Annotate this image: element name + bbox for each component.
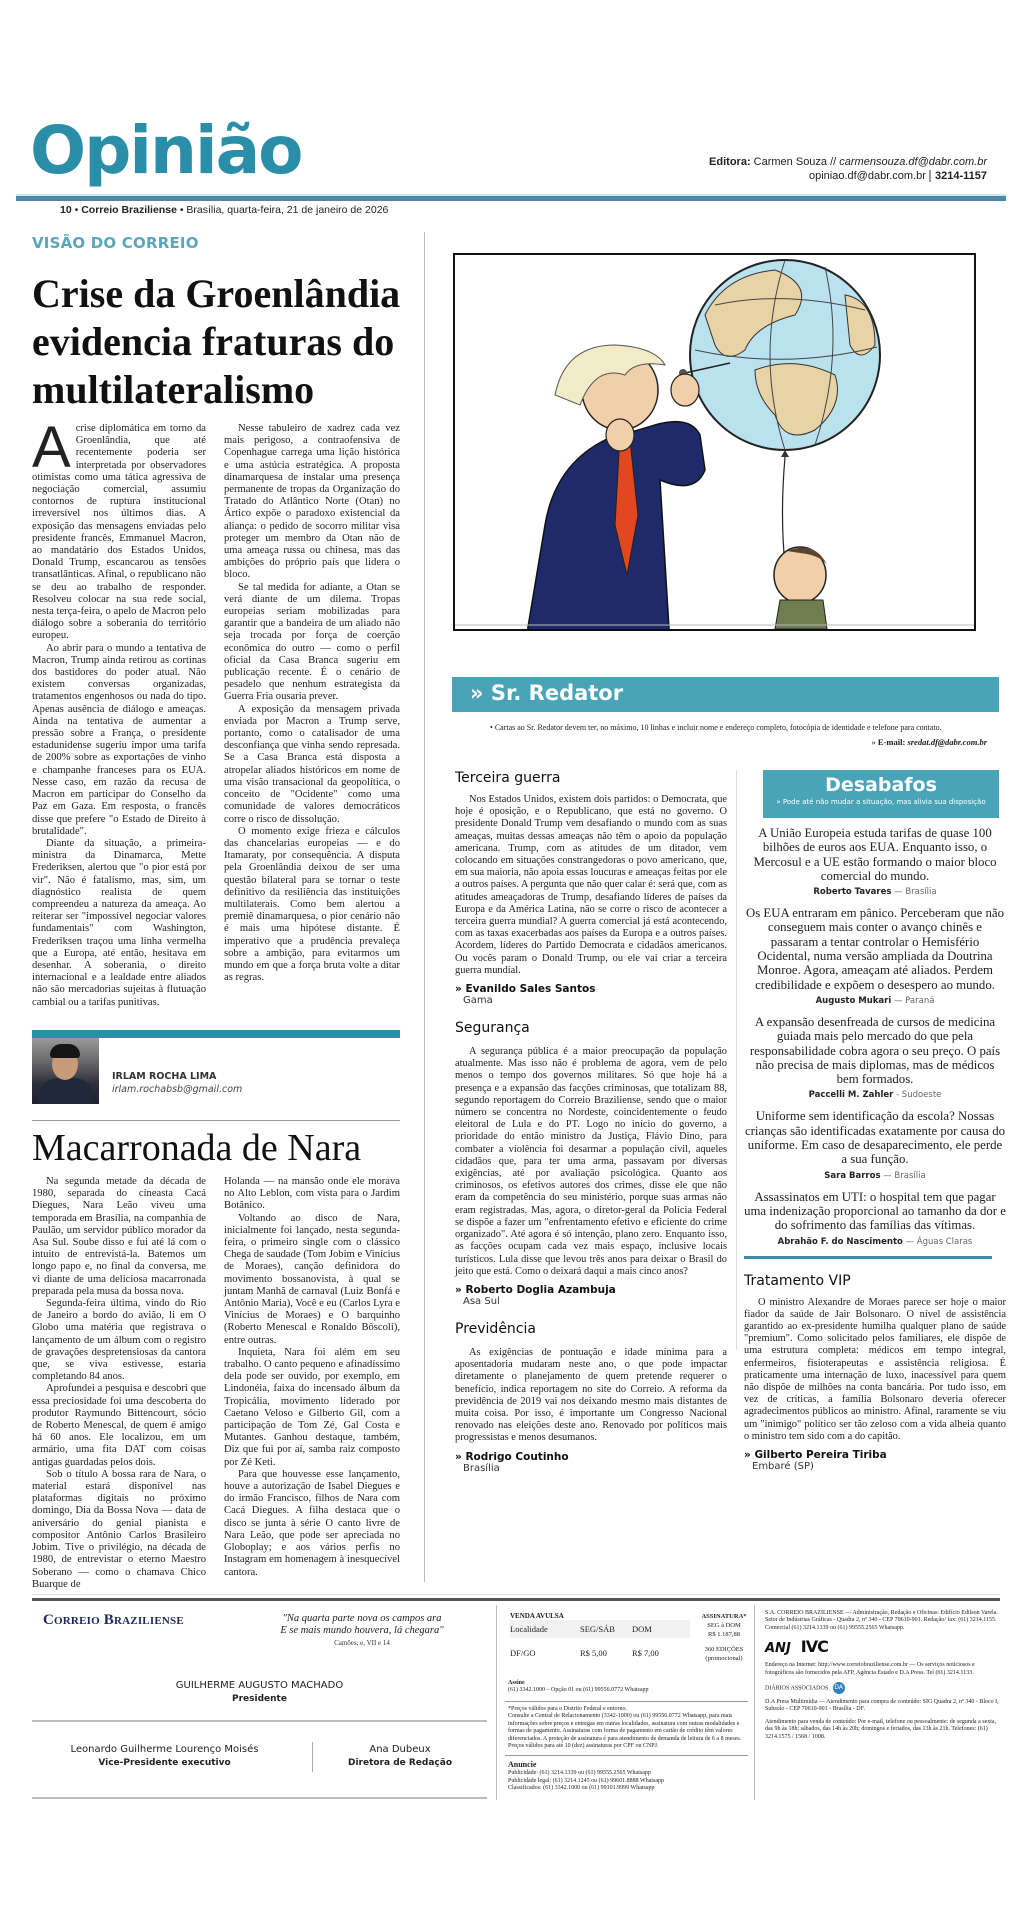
letter-author: » Rodrigo Coutinho: [455, 1450, 569, 1463]
association-logos: [765, 1637, 1005, 1657]
column-paragraph: Na segunda metade da década de 1980, separada do cineasta Cacá Diegues, Nara Leão viveu uma temporada em Brasília, na companhia de Paulão, um servidor público morador da Asa Sul. Soube disso e fui até lá com o intuito de entrevistá-la. Batemos um longo papo e, no final da conversa, me vi diante de uma deliciosa macarronada preparada pela musa da bossa nova.: [32, 1176, 206, 1297]
advertise-line: Publicidade: (61) 3214.1339 ou (61) 99555.2565 Whatsapp: [508, 1770, 651, 1777]
director-title: Diretora de Redação: [347, 1758, 453, 1768]
editorial-paragraph: Ao abrir para o mundo a tentativa de Macron, Trump ainda retirou as cortinas dos bastidores do poder atual. Não existem conversas organizadas, tratamentos engenhosos ou nada do tipo. Apenas ausência de diálogo e ameaças. Ainda na tentativa de aumentar a pressão sobre a França, o presidente estadunidense sugeriu impor uma tarifa de 200% sobre as exportações de vinho e champanhe franceses para os EUA. Nesse caso, em razão da recusa de Macron em participar do Conselho da Paz em Gaza. Em resposta, o francês disse que prefere "o Estado de Direito à brutalidade".: [32, 642, 206, 837]
advertise-line: Classificados: (61) 3342.1000 ou (61) 99101.9999 Whatsapp: [508, 1785, 655, 1792]
letter-author: » Gilberto Pereira Tiriba: [744, 1448, 887, 1461]
advertise-info: [508, 1761, 748, 1793]
advertise-title: Anuncie: [508, 1760, 537, 1769]
column-paragraph: Holanda — na mansão onde ele morava no Alto Leblon, com vista para o Jardim Botânico.: [224, 1176, 400, 1212]
price-cell: R$ 7,00: [632, 1648, 659, 1658]
desabafo-item: [744, 906, 1006, 1006]
letter-title: Segurança: [455, 1020, 530, 1037]
column-paragraph: Sob o título A bossa rara de Nara, o material estará disponível nas plataformas digitais no próximo domingo, Dia da Bossa Nova — data de aniversário do genial pianista e compositor Antônio Carlos Brasileiro Jobim. Tive o privilégio, na década de 1980, de entrevistar o eterno Maestro Soberano — como o chamava Chico Buarque de: [32, 1468, 206, 1590]
globe-balloon-icon: [690, 260, 880, 565]
price-cell: DF/GO: [510, 1648, 536, 1658]
vp-title: Vice-Presidente executivo: [98, 1758, 231, 1768]
letter-author: » Evanildo Sales Santos: [455, 983, 596, 996]
ivc-logo: IVC: [800, 1637, 828, 1657]
letters-column: [455, 770, 727, 1488]
footer-divider: [754, 1605, 755, 1800]
prices-note-title: *Preços válidos para o Distrito Federal e entorno.: [508, 1706, 627, 1712]
footer-divider: [496, 1605, 497, 1800]
folio-line: 10 • Correio Braziliense • Brasília, quarta-feira, 21 de janeiro de 2026: [60, 204, 389, 216]
editorial-paragraph: O momento exige frieza e cálculos das chancelarias europeias — e do Itamaraty, por consequência. A disputa pela Groenlândia deixou de ser uma questão bilateral para se tornar o teste definitivo da resiliência das instituições multilaterais. Como bem alertou a premiê dinamarquesa, o pior cenário não é mais uma hipótese distante. É imperativo que a prudência prevaleça sobre a ambição, para evitarmos um mundo em que a força bruta volte a ditar as regras.: [224, 825, 400, 984]
letter-location: Brasília: [463, 1462, 500, 1474]
column-paragraph: Para que houvesse esse lançamento, houve a autorização de Isabel Diegues e do irmão Francisco, filhos de Nara com Cacá Diegues. A filha destaca que o disco se junta à série O canto livre de Nara Leão, que pode ser apreciada no Globoplay; e aos vários perfis no Instagram em homenagem à inesquecível cantora.: [224, 1468, 400, 1578]
desabafo-signature: Sara Barros — Brasília: [824, 1170, 926, 1181]
column-divider: [424, 232, 425, 1582]
footer-right-column: [765, 1610, 1005, 1746]
da-logo-icon: DA: [833, 1682, 845, 1694]
editorial-column-1: [32, 415, 206, 1009]
footer-divider: [505, 1701, 748, 1702]
letter-title: Terceira guerra: [455, 770, 561, 786]
letter-body: As exigências de pontuação e idade mínima para a aposentadoria mudaram neste ano, o que pode impactar diretamente o planejamento de quem pretende requerer o benefício, indica reportagem no site do Correio. A reforma da previdência de 2019 vai nos deixando mesmo mais distantes de muita coisa. Por isso, é importante um Congresso Nacional renovado nas eleições deste ano. Renovado por políticos mais progressistas e menos desumanos.: [455, 1346, 727, 1444]
desabafos-list: [744, 826, 1006, 1472]
editorial-paragraph: Diante da situação, a primeira-ministra da Dinamarca, Mette Frederiksen, alertou que "o pior está por vir". Não é fatalismo, mas, sim, um diagnóstico realista de quem compreendeu a natureza da ameaça. Ao reiterar ser "impossível negociar valores fundamentais" com Washington, Frederiksen traçou uma linha vermelha que a Europa, até então, hesitava em desenhar. A soberania, o direito internacional e a lealdade entre aliados não são mercadorias sujeitas à flutuação cambial ou a tarifas punitivas.: [32, 837, 206, 1008]
editor-email[interactable]: carmensouza.df@dabr.com.br: [839, 156, 987, 168]
footer-divider: [505, 1755, 748, 1756]
desabafo-item: [744, 1015, 1006, 1100]
column-paragraph: Inquieta, Nara foi além em seu trabalho. O canto pequeno e afinadíssimo dela pode ser ouvido, por exemplo, em Lindonéia, faixa do incensado álbum da Tropicália, movimento liderado por Caetano Veloso e Gilberto Gil, com a participação de Tom Zé, Gal Costa e Mutantes. Ganhou destaque, também, Diz que fui por aí, samba raiz composto por Zé Keti.: [224, 1346, 400, 1468]
footer-divider: [32, 1797, 487, 1799]
letter: [455, 1020, 727, 1307]
letter-title: Previdência: [455, 1320, 536, 1337]
subscription-payment: (promocional): [705, 1655, 743, 1662]
subscribe-info: [508, 1680, 748, 1695]
footer-quote-line: E se mais mundo houvera, lá chegara": [280, 1625, 444, 1636]
subscription-price: R$ 1.187,88: [708, 1631, 740, 1638]
subscription-period: SEG à DOM: [707, 1622, 741, 1629]
editorial-paragraph: Se tal medida for adiante, a Otan se verá diante de um dilema. Tropas europeias seriam mobilizadas para garantir que a bandeira de um aliado não seja trocada por força de coerção econômica do outro — como o perfil oficial da Casa Branca sugeriu em publicação recente. É o cenário de pesadelo que nenhum estrategista da Guerra Fria ousaria prever.: [224, 581, 400, 703]
section-email[interactable]: opiniao.df@dabr.com.br: [808, 170, 926, 182]
anj-logo: ANJ: [765, 1641, 791, 1657]
editor-label: Editora:: [709, 156, 751, 168]
footer-rule-light: [32, 1594, 1000, 1595]
prices-note: [508, 1706, 748, 1750]
desabafo-signature: Augusto Mukari — Paraná: [815, 995, 935, 1006]
columnist-email[interactable]: irlam.rochabsb@gmail.com: [112, 1084, 243, 1095]
desabafo-text: Assassinatos em UTI: o hospital tem que pagar uma indenização proporcional ao tamanho da dor e do sofrimento das famílias das vítimas.: [744, 1189, 1006, 1233]
letter-location: Asa Sul: [463, 1295, 500, 1307]
president-name: GUILHERME AUGUSTO MACHADO: [175, 1680, 344, 1691]
columnist-name: IRLAM ROCHA LIMA: [112, 1071, 217, 1082]
diarios-associados: [765, 1682, 1005, 1694]
editorial-lead-text: crise diplomática em torno da Groenlândia, que até recentemente poderia ser interpretada por observadores otimistas como uma tática agressiva de negociação comercial, assumiu contornos de ruptura institucional irreversível nos últimos dias. A exposição das mensagens enviadas pelo presidente francês, Emmanuel Macron, ao mandatário dos Estados Unidos, Donald Trump, escancarou as tensões transatlânticas. Afinal, o republicano não se deu ao trabalho de responder. Resolveu colocar na sua rede social, nesta terça-feira, o apelo de Macron pelo diálogo sobre a soberania do território europeu.: [32, 423, 206, 642]
footer-rule: [32, 1598, 1000, 1601]
letters-email-link[interactable]: sredat.df@dabr.com.br: [907, 737, 987, 747]
editorial-paragraph: Nesse tabuleiro de xadrez cada vez mais perigoso, a contraofensiva de Copenhague carrega uma lição histórica e uma astúcia estratégica. A proposta dinamarquesa de instalar uma presença permanente de tropas da Organização do Tratado do Atlântico Norte (Otan) no Ártico expõe o paradoxo existencial da aliança: o pedido de socorro militar visa proteger um membro da Otan não de uma ameaça russa ou chinesa, mas das ambições do próprio país que lidera o bloco.: [224, 423, 400, 581]
editorial-headline: Crise da Groenlândia evidencia fraturas do multilateralismo: [32, 271, 401, 412]
footer-quote: [262, 1613, 462, 1637]
editor-name: Carmen Souza //: [753, 156, 837, 168]
paper-name: Correio Braziliense: [81, 204, 177, 216]
column-headline: Macarronada de Nara: [32, 1127, 362, 1169]
column-paragraph: Aprofundei a pesquisa e descobri que essa preciosidade foi uma descoberta do produtor Raymundo Bittencourt, sócio de Roberto Menescal, de quem é amigo há 60 anos. Ele localizou, em um armário, uma fita DAT com coisas antigas guardadas pelos dois.: [32, 1383, 206, 1468]
desabafo-item: [744, 826, 1006, 897]
desabafo-item: [744, 1190, 1006, 1247]
subscribe-text: (61) 3342.1000 – Opção 01 ou (61) 99556.0772 Whatsapp: [508, 1687, 649, 1694]
column-paragraph: Segunda-feira última, vindo do Rio de Janeiro a bordo do avião, li em O Globo uma matéria que registrava o lançamento de um álbum com o registro de gravações despretensiosas da cantora que, se viva estivesse, estaria completando 84 anos.: [32, 1298, 206, 1383]
vp-name: Leonardo Guilherme Lourenço Moisés: [70, 1744, 259, 1755]
columnist-bar: [32, 1030, 400, 1038]
footer-divider: [32, 1720, 487, 1722]
sales-info: Atendimento para venda de conteúdo: Por e-mail, telefone ou pessoalmente: de segunda a sexta, das 9h às 18h; sábados, das 14h às 20h; domingos e feriados, das 13h às 21h. Telefones: (61) 3214.1575 / 1568 / 1008.: [765, 1718, 997, 1740]
desabafo-signature: Abrahão F. do Nascimento — Águas Claras: [777, 1236, 973, 1247]
desabafo-item: [744, 1109, 1006, 1180]
price-caption: VENDA AVULSA: [510, 1612, 564, 1620]
desabafo-text: A União Europeia estuda tarifas de quase 100 bilhões de euros aos EUA. Enquanto isso, o Mercosul e a UE estão formando o maior bloco comercial do mundo.: [753, 826, 997, 883]
desabafo-text: Uniforme sem identificação da escola? Nossas crianças são identificadas exatamente por causa do uniforme. Em caso de desaparecimento, ele perde a sua função.: [744, 1109, 1006, 1167]
editorial-cartoon: [453, 253, 976, 631]
column-text-2: [224, 1176, 400, 1579]
company-info: S.A. CORREIO BRAZILIENSE — Administração, Redação e Oficinas: Edifício Edilson Varela. Setor de Indústrias Gráficas - Quadra 2, nº 340 - CEP 70610-901. Redação/ fax: (61) 3214.1155. Comercial (61) 3214.1339 ou (61) 99555.2565 Whatsapp.: [765, 1610, 998, 1631]
subscription-editions: 360 EDIÇÕES: [704, 1646, 744, 1653]
desabafo-text: Os EUA entraram em pânico. Perceberam que não conseguem mais conter o avanço chinês e passaram a tentar controlar o Hemisfério Ocidental, numa versão ampliada da Doutrina Monroe. Agora, ameaçam até aliados. Perdem credibilidade e expõem o desespero ao mundo.: [746, 906, 1004, 992]
letter: [455, 1321, 727, 1474]
letters-email: » E-mail: sredat.df@dabr.com.br: [871, 737, 987, 747]
price-table: [510, 1612, 690, 1662]
price-row: [510, 1638, 690, 1662]
desabafo-text: A expansão desenfreada de cursos de medicina guiada mais pelo mercado do que pela responsabilidade cobra agora o seu preço. O país não precisa de mais diplomas, mas de médicos bem formados.: [749, 1014, 1001, 1087]
letter-location: Gama: [463, 995, 493, 1007]
page-number: 10: [60, 204, 72, 216]
place-date: Brasília, quarta-feira, 21 de janeiro de 2026: [186, 204, 389, 216]
footer-quote-citation: Camões, e, VII e 14: [334, 1639, 390, 1647]
da-press-info: D.A Press Multimídia — Atendimento para compra de conteúdo: SIG Quadra 2, nº 340 - Bloco I, Subsolo - CEP 70610-901 - Brasília - DF.: [765, 1699, 999, 1713]
director-name: Ana Dubeux: [369, 1744, 431, 1755]
price-header-cell: Localidade: [510, 1624, 548, 1634]
desabafos-bottom-rule: [744, 1256, 992, 1259]
letter: [455, 770, 727, 1006]
footer-divider: [312, 1742, 313, 1772]
caricature-figure: [525, 345, 705, 629]
advertise-line: Publicidade legal: (61) 3214.1245 ou (61) 99601.8888 Whatsapp: [508, 1777, 665, 1784]
small-figure: [774, 547, 827, 629]
president-title: Presidente: [232, 1694, 287, 1704]
desabafos-title: Desabafos: [825, 774, 937, 796]
subscribe-title: Assine: [508, 1680, 525, 1686]
editorial-kicker: VISÃO DO CORREIO: [32, 234, 199, 252]
price-header-row: [510, 1620, 690, 1638]
letters-note: • Cartas ao Sr. Redator devem ter, no máximo, 10 linhas e incluir nome e endereço completo, fotocópia de identidade e telefone para contato.: [490, 723, 942, 732]
editorial-paragraph: A exposição da mensagem privada enviada por Macron a Trump serve, portanto, como o catalisador de uma desconfiança que vinha sendo represada. Se a Casa Branca está disposta a atropelar aliados históricos em nome de uma visão transacional da geopolítica, o conceito de "Ocidente" como uma comunidade de valores democráticos corre o risco de dissolução.: [224, 703, 400, 825]
letter-location: Embaré (SP): [752, 1460, 814, 1472]
price-cell: R$ 5,00: [580, 1648, 607, 1658]
columnist-rule: [32, 1120, 400, 1121]
section-phone: 3214-1157: [929, 170, 987, 182]
price-header-cell: DOM: [632, 1624, 652, 1634]
editorial-paragraph: [32, 415, 206, 643]
drop-cap: A: [32, 415, 71, 480]
column-divider: [736, 770, 737, 1350]
letter-body: O ministro Alexandre de Moraes parece ser hoje o maior fiador da saúde de Jair Bolsonaro. O nível de assistência garantido ao ex-presidente humilha qualquer plano de saúde "premium". Como solicitado pelos familiares, ele dispõe de uma estrutura completa: médicos em tempo integral, enfermeiros, fisioterapeutas e assistência religiosa. É praticamente uma internação de luxo, inacessível para quem não dispõe de milhões na conta bancária. Por tudo isso, em vez de críticas, a família Bolsonaro deveria oferecer agradecimentos públicos ao ministro. Afinal, raramente se viu um "inimigo" político ser tão zeloso com a vida alheia quanto o ministro tem sido com a do capitão.: [744, 1296, 1006, 1442]
letter-title: Tratamento VIP: [744, 1272, 851, 1289]
editorial-column-2: [224, 423, 400, 984]
diarios-label: DIÁRIOS ASSOCIADOS: [765, 1685, 829, 1692]
editor-credits: [709, 155, 987, 183]
section-title: Opinião: [30, 112, 302, 189]
letter-body: Nos Estados Unidos, existem dois partidos: o Democrata, que hoje é oposição, e o Republicano, que está no governo. O presidente Donald Trump vem desafiando o mundo com as suas ameaças, muitas dessas ameaças não têm o apoio da população americana. Trump, com as atitudes de um ditador, vem colocando em situações constrangedoras o povo americano, que, em sua maioria, não apoia essas loucuras e ameaças feitas por ele a outros países. A pergunta que não quer calar é: será que, com as atitudes ameaçadoras de Trump, desafiando líderes de países da Europa e da América Latina, não se corre o risco de acontecer a terceira guerra mundial? A guerra comercial já está acontecendo, com as taxas exacerbadas aos países da Europa e a outros países. Acordem, líderes do Partido Democrata e cidadãos americanos. Ou vocês param o Donald Trump, ou ele vai criar a terceira guerra mundial.: [455, 794, 727, 976]
newspaper-logo: Correio Braziliense: [43, 1612, 184, 1628]
letter-author: » Roberto Doglia Azambuja: [455, 1283, 616, 1296]
column-text-1: [32, 1176, 206, 1591]
column-paragraph: Voltando ao disco de Nara, inicialmente foi lançado, nesta segunda-feira, o primeiro single com o clássico Chega de saudade (Tom Jobim e Vinícius de Moraes), canção definidora do movimento bossanovista, à qual se juntam Manhã de carnaval (Luiz Bonfá e Antônio Maria), Você e eu (Carlos Lyra e Vinícius de Moraes) e O barquinho (Roberto Menescal e Ronaldo Bôscoli), entre outras.: [224, 1212, 400, 1346]
footer-quote-line: "Na quarta parte nova os campos ara: [282, 1613, 442, 1624]
desabafo-signature: Paccelli M. Zahler - Sudoeste: [808, 1090, 942, 1101]
price-header-cell: SEG/SÁB: [580, 1624, 615, 1634]
desabafo-signature: Roberto Tavares — Brasília: [813, 887, 937, 898]
subscription-box: [700, 1612, 748, 1663]
cartoon-illustration: [455, 255, 974, 629]
desabafos-subtitle: » Pode até não mudar a situação, mas alivia sua disposição: [776, 798, 986, 806]
masthead-rule: [16, 196, 1006, 201]
subscription-label: ASSINATURA*: [701, 1613, 747, 1620]
internet-info: Endereço na Internet: http://www.correiobraziliense.com.br — Os serviços noticiosos e fotográficos são fornecidos pela AFP, Agência Estado e D.A Press. Tel (61) 3214.1133.: [765, 1662, 975, 1676]
letters-section-title: » Sr. Redator: [470, 681, 624, 705]
columnist-photo: [32, 1038, 99, 1104]
letter: [744, 1273, 1006, 1472]
prices-note-text: Consulte a Central de Relacionamento (3342-1000) ou (61) 99556.0772 Whatsapp, para mais informações sobre preços e entregas em outras localidades, assinatura com outras modalidades e formas de pagamento. Assinaturas com forma de pagamento em cartão de crédito têm valores diferenciados. A proteção de assinatura é para atendimento de demanda de leitura de 6 a 8 meses. Preços válidos para até 10 (dez) assinaturas por CPF ou CNPJ.: [508, 1713, 742, 1750]
letter-body: A segurança pública é a maior preocupação da população atualmente. Mas isso não é problema de agora, vem de pelo menos o tempo dos governos militares. Só que hoje há a presença e a expansão das facções criminosas, que totalizam 88, segundo reportagem do Correio Braziliense, sendo que o maior número se concentra no Nordeste, coincidentemente o feudo eleitoral de Lula e do PT. Logo no início do governo, a prioridade do então ministro da Justiça, Flávio Dino, para combater a violência foi desarmar a população civil, aqueles cidadãos que, para ter uma arma, passavam por diversas exigências, até por avaliação psicológica. Quanto aos criminosos, os efetivos autores dos crimes, disse ele que não eram da competência do seu ministério, porque suas armas não eram registradas. Mas, agora, o diretor-geral da Polícia Federal se dispõe a fazer um "enfrentamento efetivo e eficiente do crime organizado". Até agora é só intenção, plano zero. Enquanto isso, as facções ocupam cada vez mais espaço, inclusive locais turísticos. Lula disse que levou três anos para deixar o Brasil do jeito que está. Como o deixará daqui a mais cinco anos?: [455, 1046, 727, 1277]
